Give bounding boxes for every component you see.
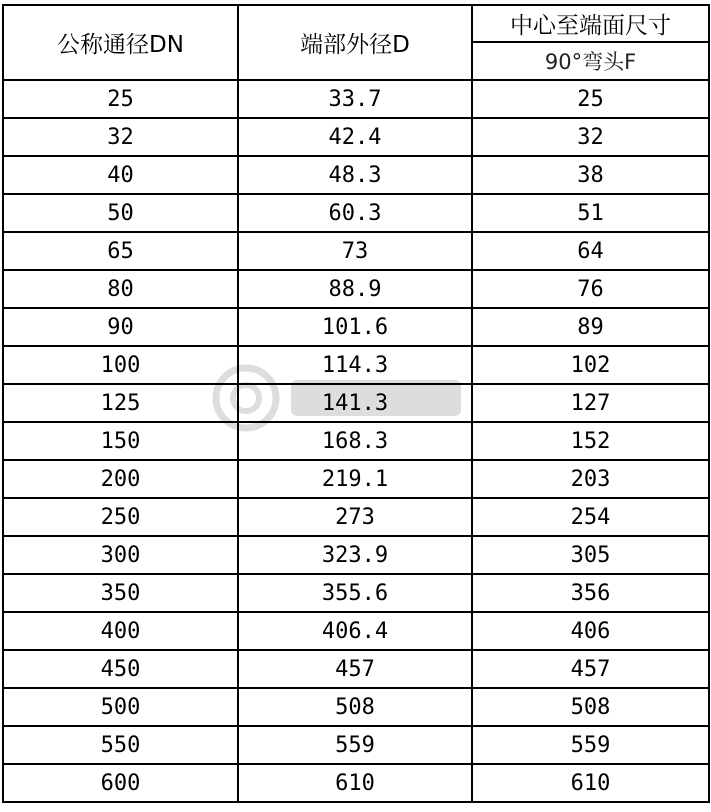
- cell-elbow-f: 127: [472, 384, 709, 422]
- table-row: [3, 346, 709, 384]
- dimension-table: [2, 4, 710, 803]
- table-row: [3, 270, 709, 308]
- table-row: [3, 80, 709, 118]
- cell-dn: 300: [3, 536, 238, 574]
- cell-dn: 90: [3, 308, 238, 346]
- table-row: [3, 536, 709, 574]
- cell-dn: 40: [3, 156, 238, 194]
- table-row: [3, 156, 709, 194]
- cell-outer-diameter: 457: [238, 650, 472, 688]
- cell-elbow-f: 64: [472, 232, 709, 270]
- cell-dn: 250: [3, 498, 238, 536]
- cell-dn: 350: [3, 574, 238, 612]
- header-center-to-end: 中心至端面尺寸: [472, 5, 709, 42]
- cell-outer-diameter: 168.3: [238, 422, 472, 460]
- header-end-outer-diameter: 端部外径D: [238, 5, 472, 80]
- cell-dn: 100: [3, 346, 238, 384]
- header-90-elbow-f: 90°弯头F: [472, 42, 709, 80]
- table-row: [3, 574, 709, 612]
- cell-elbow-f: 89: [472, 308, 709, 346]
- cell-elbow-f: 32: [472, 118, 709, 156]
- cell-elbow-f: 457: [472, 650, 709, 688]
- table-row: [3, 726, 709, 764]
- cell-dn: 600: [3, 764, 238, 802]
- cell-outer-diameter: 508: [238, 688, 472, 726]
- cell-elbow-f: 38: [472, 156, 709, 194]
- table-row: [3, 688, 709, 726]
- cell-elbow-f: 51: [472, 194, 709, 232]
- cell-outer-diameter: 88.9: [238, 270, 472, 308]
- table-row: [3, 308, 709, 346]
- table-row: [3, 460, 709, 498]
- cell-dn: 550: [3, 726, 238, 764]
- cell-outer-diameter: 406.4: [238, 612, 472, 650]
- cell-elbow-f: 508: [472, 688, 709, 726]
- table-row: [3, 612, 709, 650]
- cell-dn: 400: [3, 612, 238, 650]
- cell-elbow-f: 406: [472, 612, 709, 650]
- cell-elbow-f: 254: [472, 498, 709, 536]
- table-row: [3, 764, 709, 802]
- cell-elbow-f: 610: [472, 764, 709, 802]
- header-nominal-diameter: 公称通径DN: [3, 5, 238, 80]
- cell-elbow-f: 76: [472, 270, 709, 308]
- cell-outer-diameter: 60.3: [238, 194, 472, 232]
- cell-dn: 150: [3, 422, 238, 460]
- cell-elbow-f: 152: [472, 422, 709, 460]
- cell-outer-diameter: 73: [238, 232, 472, 270]
- cell-elbow-f: 305: [472, 536, 709, 574]
- cell-outer-diameter: 33.7: [238, 80, 472, 118]
- cell-elbow-f: 356: [472, 574, 709, 612]
- table-row: [3, 650, 709, 688]
- cell-outer-diameter: 559: [238, 726, 472, 764]
- table-row: [3, 384, 709, 422]
- cell-dn: 32: [3, 118, 238, 156]
- cell-dn: 50: [3, 194, 238, 232]
- cell-outer-diameter: 355.6: [238, 574, 472, 612]
- table-row: [3, 118, 709, 156]
- cell-outer-diameter: 48.3: [238, 156, 472, 194]
- cell-dn: 80: [3, 270, 238, 308]
- cell-elbow-f: 559: [472, 726, 709, 764]
- table-body: [3, 80, 709, 802]
- cell-elbow-f: 102: [472, 346, 709, 384]
- cell-outer-diameter: 323.9: [238, 536, 472, 574]
- cell-dn: 65: [3, 232, 238, 270]
- cell-outer-diameter: 114.3: [238, 346, 472, 384]
- cell-outer-diameter: 101.6: [238, 308, 472, 346]
- cell-dn: 25: [3, 80, 238, 118]
- table-row: [3, 194, 709, 232]
- cell-outer-diameter: 273: [238, 498, 472, 536]
- cell-dn: 500: [3, 688, 238, 726]
- cell-dn: 125: [3, 384, 238, 422]
- cell-dn: 450: [3, 650, 238, 688]
- cell-outer-diameter: 219.1: [238, 460, 472, 498]
- table-row: [3, 422, 709, 460]
- cell-elbow-f: 25: [472, 80, 709, 118]
- cell-outer-diameter: 610: [238, 764, 472, 802]
- cell-dn: 200: [3, 460, 238, 498]
- table-row: [3, 232, 709, 270]
- cell-outer-diameter: 141.3: [238, 384, 472, 422]
- cell-outer-diameter: 42.4: [238, 118, 472, 156]
- cell-elbow-f: 203: [472, 460, 709, 498]
- table-row: [3, 498, 709, 536]
